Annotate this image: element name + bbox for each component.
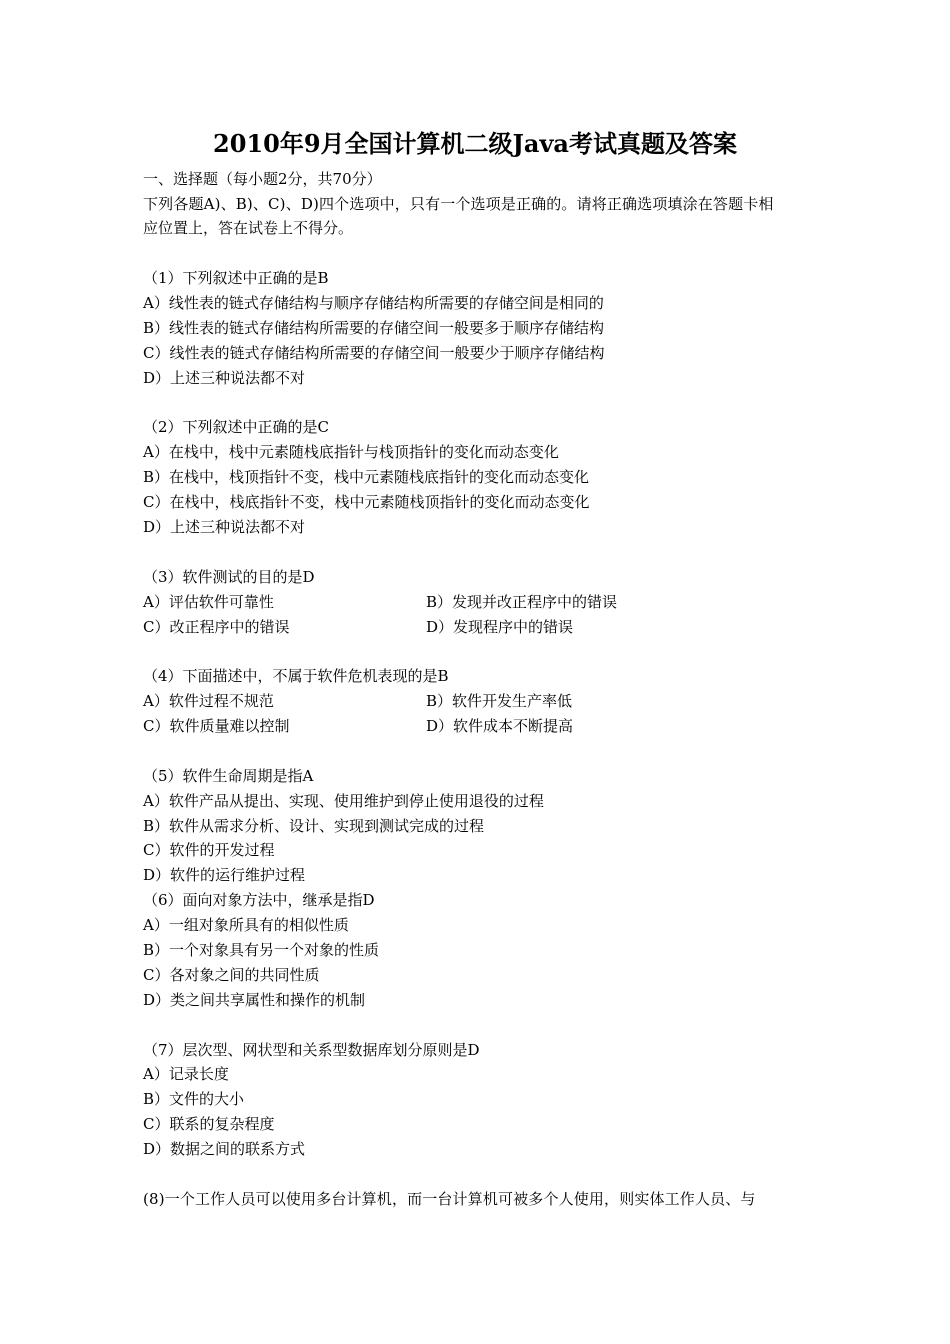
question-7-stem: （7）层次型、网状型和关系型数据库划分原则是D — [143, 1041, 480, 1059]
question-6-stem: （6）面向对象方法中，继承是指D — [143, 891, 375, 909]
page-title: 2010年9月全国计算机二级Java考试真题及答案 — [213, 129, 737, 158]
question-5-option-a: A）软件产品从提出、实现、使用维护到停止使用退役的过程 — [143, 792, 544, 810]
question-1-option-d: D）上述三种说法都不对 — [143, 369, 306, 387]
question-6-option-c: C）各对象之间的共同性质 — [143, 966, 320, 984]
question-5-option-d: D）软件的运行维护过程 — [143, 866, 306, 884]
question-4-option-a: A）软件过程不规范 — [143, 692, 274, 710]
instructions-line-1: 下列各题A)、B)、C)、D)四个选项中，只有一个选项是正确的。请将正确选项填涂在答题卡相 — [143, 195, 774, 213]
question-5-option-b: B）软件从需求分析、设计、实现到测试完成的过程 — [143, 817, 485, 835]
question-4-option-b: B）软件开发生产率低 — [426, 692, 573, 710]
question-4-stem: （4）下面描述中，不属于软件危机表现的是B — [143, 667, 449, 685]
question-3-option-a: A）评估软件可靠性 — [143, 593, 274, 611]
question-2-option-b: B）在栈中，栈顶指针不变，栈中元素随栈底指针的变化而动态变化 — [143, 468, 590, 486]
section-heading: 一、选择题（每小题2分，共70分） — [143, 170, 382, 188]
question-3-stem: （3）软件测试的目的是D — [143, 568, 315, 586]
question-8-stem: (8)一个工作人员可以使用多台计算机，而一台计算机可被多个人使用，则实体工作人员、与 — [143, 1190, 756, 1208]
question-1-stem: （1）下列叙述中正确的是B — [143, 269, 329, 287]
question-3-option-c: C）改正程序中的错误 — [143, 618, 290, 636]
question-1-option-c: C）线性表的链式存储结构所需要的存储空间一般要少于顺序存储结构 — [143, 344, 605, 362]
question-1-option-b: B）线性表的链式存储结构所需要的存储空间一般要多于顺序存储结构 — [143, 319, 605, 337]
question-4-option-d: D）软件成本不断提高 — [426, 717, 574, 735]
question-6-option-b: B）一个对象具有另一个对象的性质 — [143, 941, 380, 959]
question-1-option-a: A）线性表的链式存储结构与顺序存储结构所需要的存储空间是相同的 — [143, 294, 604, 312]
question-7-option-a: A）记录长度 — [143, 1065, 229, 1083]
instructions-line-2: 应位置上，答在试卷上不得分。 — [143, 219, 354, 237]
question-3-option-b: B）发现并改正程序中的错误 — [426, 593, 618, 611]
question-2-stem: （2）下列叙述中正确的是C — [143, 418, 330, 436]
question-2-option-c: C）在栈中，栈底指针不变，栈中元素随栈顶指针的变化而动态变化 — [143, 493, 590, 511]
question-7-option-c: C）联系的复杂程度 — [143, 1115, 275, 1133]
question-7-option-b: B）文件的大小 — [143, 1090, 245, 1108]
question-5-option-c: C）软件的开发过程 — [143, 841, 275, 859]
question-6-option-a: A）一组对象所具有的相似性质 — [143, 916, 349, 934]
question-2-option-a: A）在栈中，栈中元素随栈底指针与栈顶指针的变化而动态变化 — [143, 443, 559, 461]
question-7-option-d: D）数据之间的联系方式 — [143, 1140, 306, 1158]
question-6-option-d: D）类之间共享属性和操作的机制 — [143, 991, 366, 1009]
question-4-option-c: C）软件质量难以控制 — [143, 717, 290, 735]
question-2-option-d: D）上述三种说法都不对 — [143, 518, 306, 536]
question-3-option-d: D）发现程序中的错误 — [426, 618, 574, 636]
question-5-stem: （5）软件生命周期是指A — [143, 767, 314, 785]
